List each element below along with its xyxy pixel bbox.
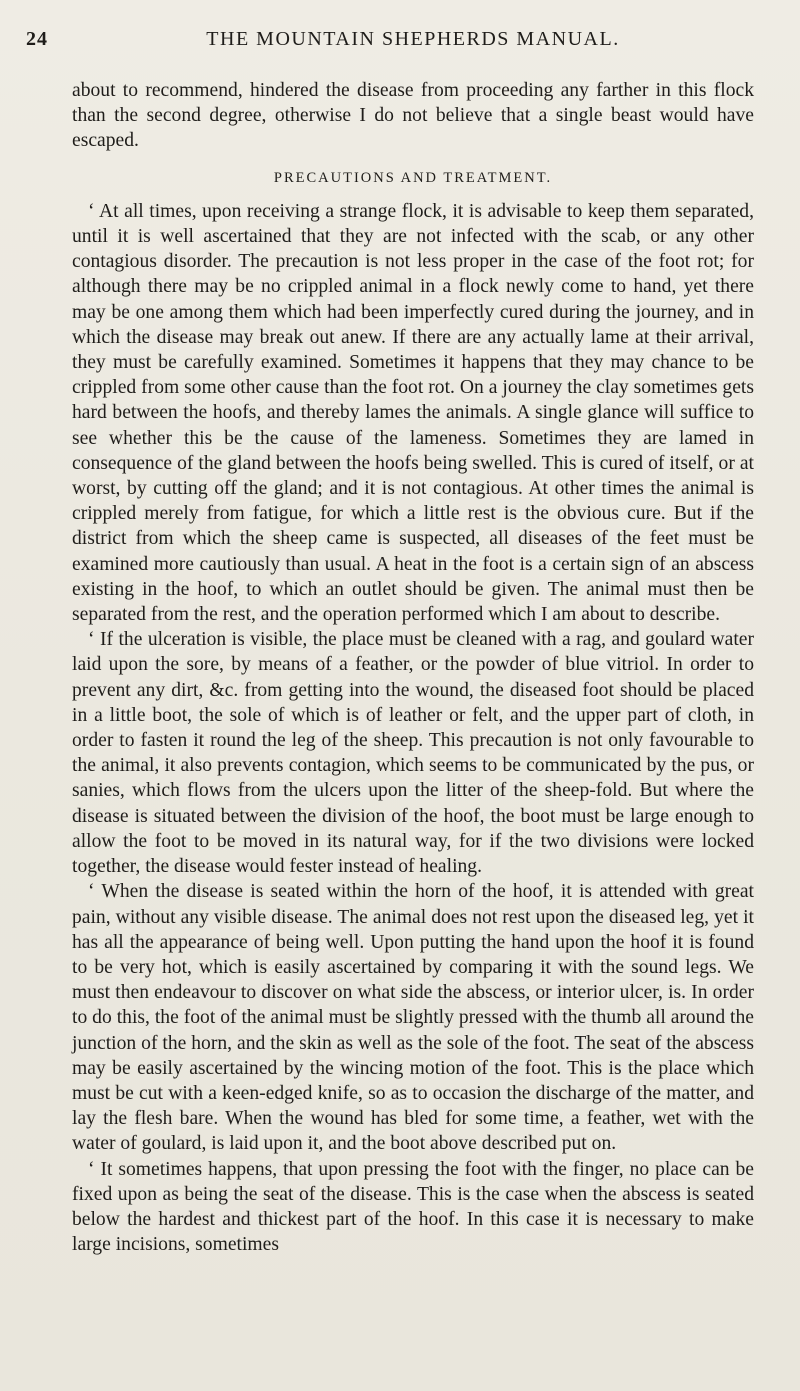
paragraph-precautions: ‘ At all times, upon receiving a strange flock, it is advisable to keep them separated, until it is well ascertained that they are not infected with the scab, or any other contagious disorder. The precaution is not less proper in the case of the foot rot; for although there may be no crippled animal in a flock newly come to hand, yet there may be one among them which had been imperfectly cured during the journey, and in which the disease may break out anew. If there are any actually lame at their arrival, they must be carefully examined. Sometimes it happens that they may chance to be crippled from some other cause than the foot rot. On a journey the clay sometimes gets hard between the hoofs, and thereby lames the animals. A single glance will suffice to see whether this be the cause of the lameness. Sometimes they are lamed in consequence of the gland between the hoofs being swelled. This is cured of itself, or at worst, by cutting off the gland; and it is not contagious. At other times the animal is crippled merely from fatigue, for which a little rest is the obvious cure. But if the district from which the sheep came is suspected, all diseases of the feet must be examined more cautiously than usual. A heat in the foot is a certain sign of an abscess existing in the hoof, to which an outlet should be given. The animal must then be separated from the rest, and the operation performed which I am about to describe. <box>72 200 754 626</box>
page-header <box>26 28 754 62</box>
paragraph-incisions: ‘ It sometimes happens, that upon pressing the foot with the finger, no place can be fixed upon as being the seat of the disease. This is the case when the abscess is seated below the hardest and thickest part of the hoof. In this case it is necessary to make large incisions, sometimes <box>72 1158 754 1256</box>
running-head: THE MOUNTAIN SHEPHERDS MANUAL. <box>206 28 620 50</box>
body-text <box>72 78 754 1257</box>
page-number: 24 <box>26 28 48 50</box>
paragraph-ulceration: ‘ If the ulceration is visible, the place must be cleaned with a rag, and goulard water laid upon the sore, by means of a feather, or the powder of blue vitriol. In order to prevent any dirt, &c. from getting into the wound, the diseased foot should be placed in a little boot, the sole of which is of leather or felt, and the upper part of cloth, in order to fasten it round the leg of the sheep. This precaution is not only favourable to the animal, it also prevents contagion, which seems to be communicated by the pus, or sanies, which flows from the ulcers upon the litter of the sheep-fold. But where the disease is situated between the division of the hoof, the boot must be large enough to allow the foot to be moved in its natural way, for if the two divisions were locked together, the disease would fester instead of healing. <box>72 629 754 878</box>
paragraph-horn-disease: ‘ When the disease is seated within the horn of the hoof, it is attended with great pain, without any visible disease. The animal does not rest upon the diseased leg, yet it has all the appearance of being well. Upon putting the hand upon the hoof it is found to be very hot, which is easily ascertained by comparing it with the sound legs. We must then endeavour to discover on what side the abscess, or interior ulcer, is. In order to do this, the foot of the animal must be slightly pressed with the thumb all around the junction of the horn, and the skin as well as the sole of the foot. The seat of the abscess may be easily ascertained by the wincing motion of the foot. This is the place which must be cut with a keen-edged knife, so as to occasion the discharge of the matter, and lay the flesh bare. When the wound has bled for some time, a feather, wet with the water of goulard, is laid upon it, and the boot above described put on. <box>72 881 754 1155</box>
section-heading: PRECAUTIONS AND TREATMENT. <box>273 169 553 186</box>
paragraph-continuation: about to recommend, hindered the disease from proceeding any farther in this flock than the second degree, otherwise I do not believe that a single beast would have escaped. <box>72 80 754 152</box>
